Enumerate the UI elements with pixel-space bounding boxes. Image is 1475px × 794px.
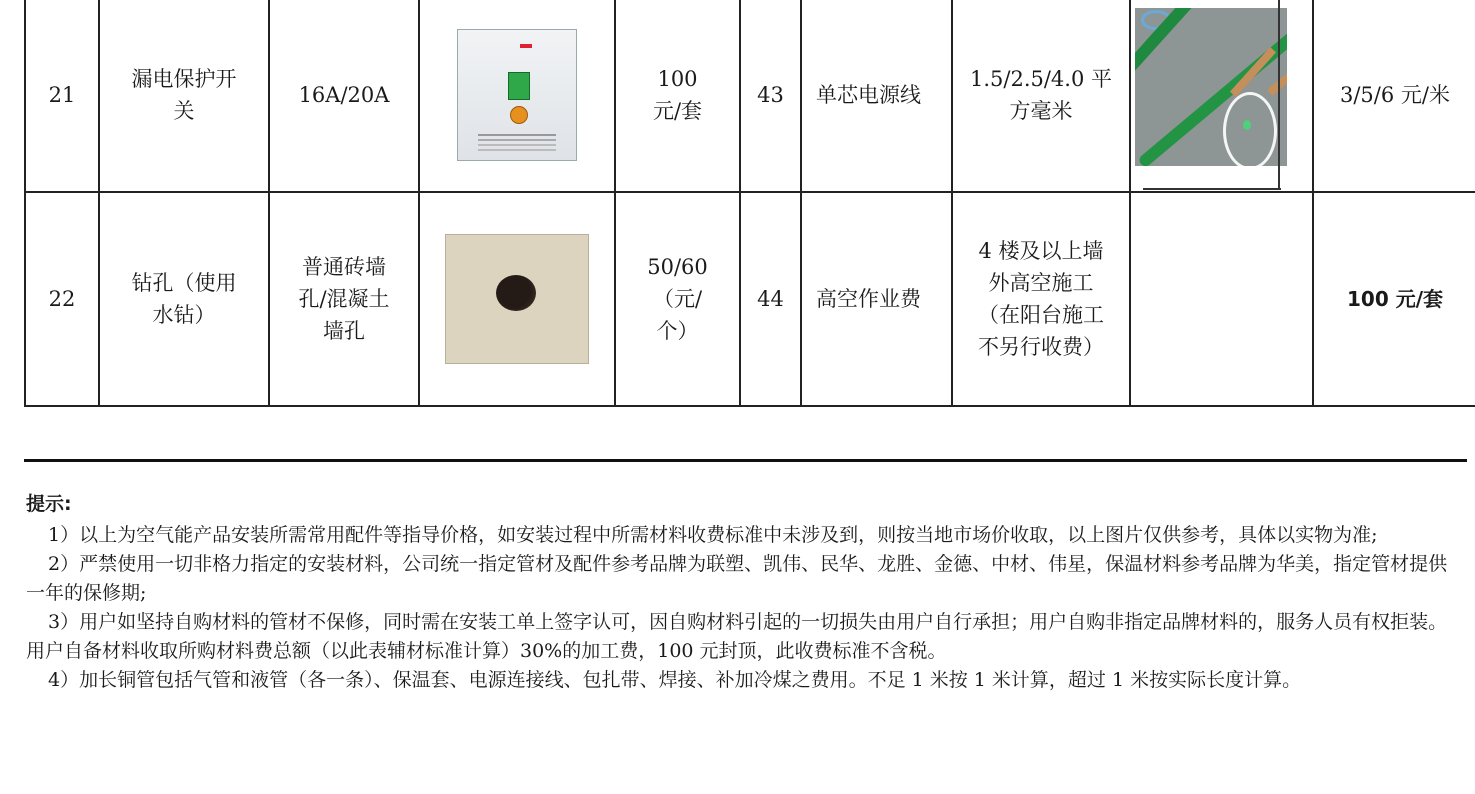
note-item: 4）加长铜管包括气管和液管（各一条）、保温套、电源连接线、包扎带、焊接、补加冷煤之费用。不足 1 米按 1 米计算，超过 1 米按实际长度计算。: [48, 669, 1302, 691]
item-spec: 1.5/2.5/4.0 平方毫米: [952, 0, 1130, 192]
item-price: 3/5/6 元/米: [1313, 0, 1475, 192]
item-name: 单芯电源线: [801, 0, 952, 192]
item-price: 100 元/套: [1313, 192, 1475, 406]
item-price: 100 元/套: [615, 0, 740, 192]
item-image-cell: [419, 0, 615, 192]
note-item: 3）用户如坚持自购材料的管材不保修，同时需在安装工单上签字认可，因自购材料引起的一切损失由用户自行承担；用户自购非指定品牌材料的，服务人员有权拒装。用户自备材料收取所购材料费总额（以此表辅材标准计算）30%的加工费，100 元封顶，此收费标准不含税。: [26, 611, 1448, 662]
section-divider: [24, 459, 1467, 462]
wall-drill-hole-photo: [445, 234, 589, 364]
item-number: 43: [740, 0, 801, 192]
divider: [1143, 188, 1281, 190]
note-item: 2）严禁使用一切非格力指定的安装材料，公司统一指定管材及配件参考品牌为联塑、凯伟、民华、龙胜、金德、中材、伟星，保温材料参考品牌为华美，指定管材提供一年的保修期;: [26, 553, 1448, 604]
item-name: 钻孔（使用水钻）: [99, 192, 269, 406]
green-wire-photo: [1135, 8, 1287, 166]
item-number: 44: [740, 192, 801, 406]
divider: [1278, 0, 1280, 190]
item-image-cell: [419, 192, 615, 406]
item-spec: 4 楼及以上墙外高空施工（在阳台施工不另行收费）: [952, 192, 1130, 406]
leakage-breaker-photo: [457, 29, 577, 161]
item-spec: 16A/20A: [269, 0, 419, 192]
item-number: 21: [25, 0, 99, 192]
item-spec: 普通砖墙孔/混凝土墙孔: [269, 192, 419, 406]
item-price: 50/60（元/个）: [615, 192, 740, 406]
item-name: 漏电保护开关: [99, 0, 269, 192]
item-name: 高空作业费: [801, 192, 952, 406]
notes-title: 提示:: [26, 493, 72, 515]
note-item: 1）以上为空气能产品安装所需常用配件等指导价格，如安装过程中所需材料收费标准中未涉及到，则按当地市场价收取，以上图片仅供参考，具体以实物为准;: [48, 524, 1378, 546]
notes-section: [26, 490, 1466, 695]
item-image-cell: [1130, 192, 1313, 406]
item-number: 22: [25, 192, 99, 406]
table-row: [25, 192, 1475, 406]
